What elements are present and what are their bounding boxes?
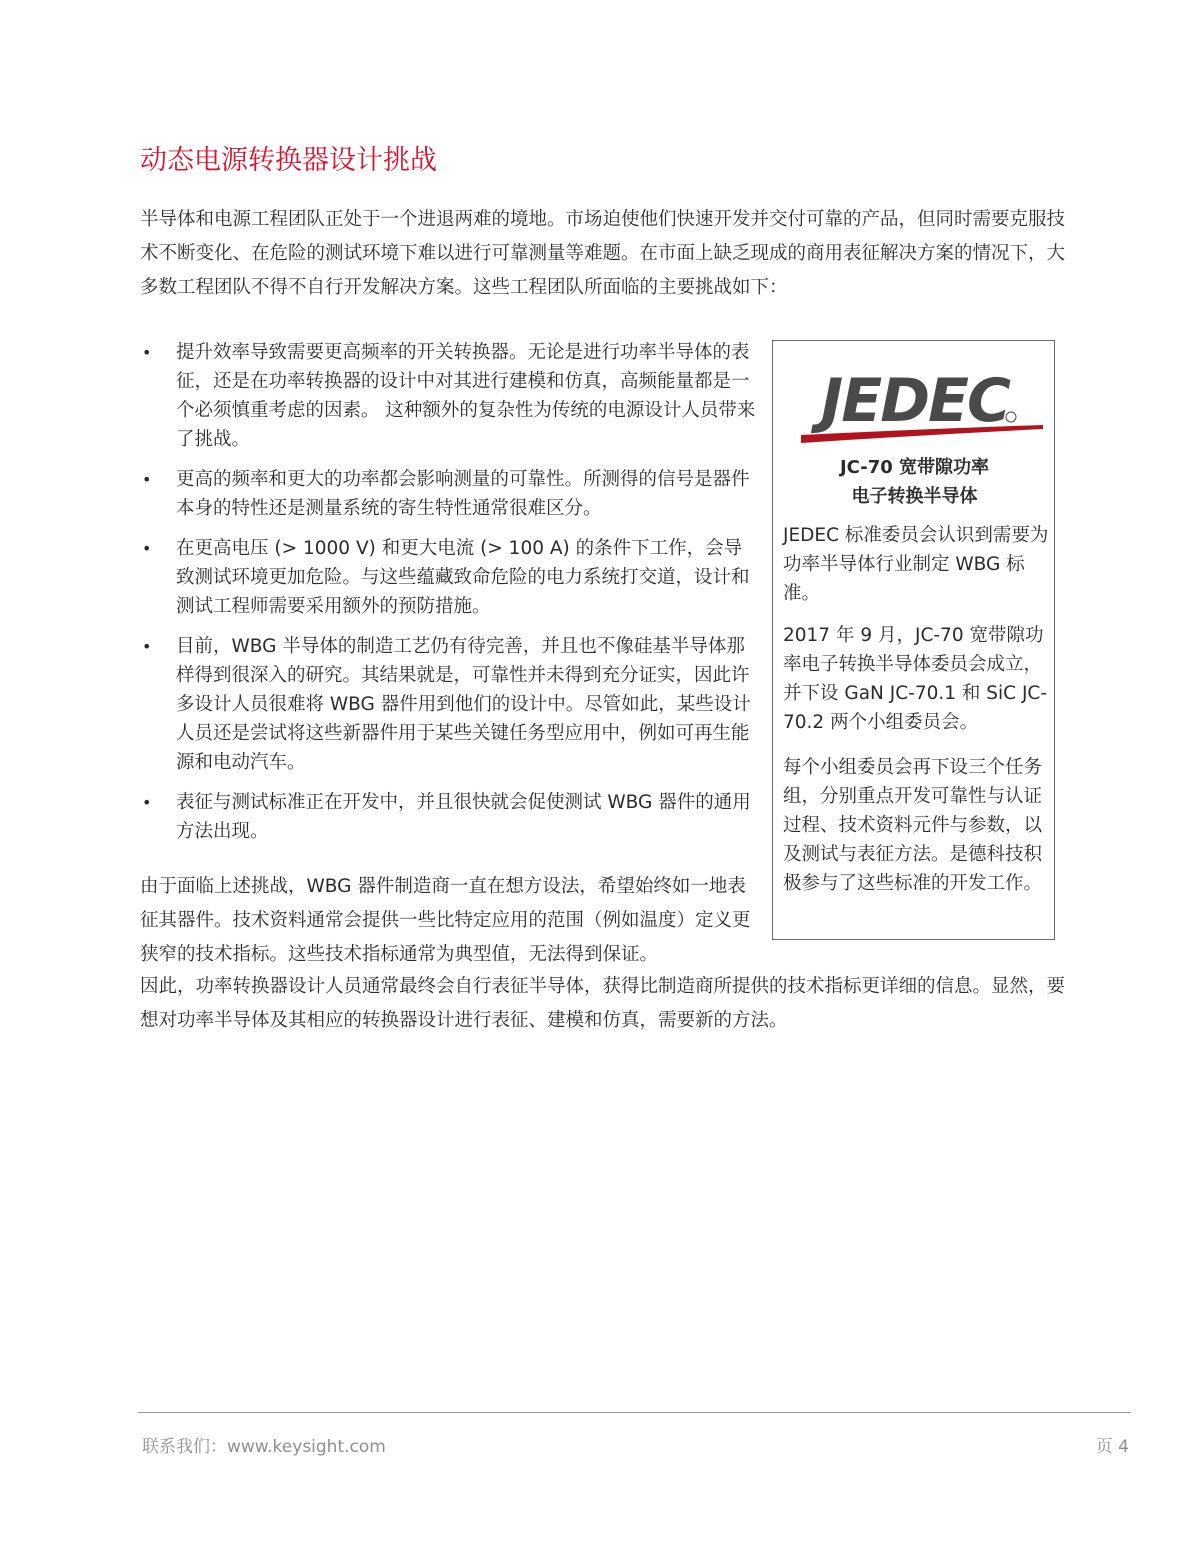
bullet-icon: • [142, 637, 152, 656]
list-item-text: 目前，WBG 半导体的制造工艺仍有待完善，并且也不像硅基半导体那样得到很深入的研究。其结果就是，可靠性并未得到充分证实，因此许多设计人员很难将 WBG 器件用到他们的设计中。尽管如此，某些设计人员还是尝试将这些新器件用于某些关键任务型应用中，例如可再生能源和电动汽车。 [176, 636, 751, 773]
jedec-sidebar [772, 340, 1055, 940]
list-item-text: 表征与测试标准正在开发中，并且很快就会促使测试 WBG 器件的通用方法出现。 [176, 792, 751, 842]
closing-paragraph-part2: 因此，功率转换器设计人员通常最终会自行表征半导体，获得比制造商所提供的技术指标更详细的信息。显然，要想对功率半导体及其相应的转换器设计进行表征、建模和仿真，需要新的方法。 [140, 976, 1066, 1031]
page-title: 动态电源转换器设计挑战 [140, 145, 437, 176]
bullet-icon: • [142, 343, 152, 362]
jedec-logo [793, 359, 1043, 449]
list-item [140, 534, 760, 621]
sidebar-paragraph-1: JEDEC 标准委员会认识到需要为功率半导体行业制定 WBG 标准。 [783, 525, 1049, 604]
list-item-text: 更高的频率和更大的功率都会影响测量的可靠性。所测得的信号是器件本身的特性还是测量系统的寄生特性通常很难区分。 [176, 469, 750, 519]
list-item [140, 338, 760, 454]
jedec-logo-text: JEDEC [820, 366, 1010, 436]
list-item [140, 632, 760, 777]
challenge-list [140, 338, 760, 857]
page-number: 页 4 [1095, 1437, 1129, 1457]
sidebar-paragraph-3: 每个小组委员会再下设三个任务组，分别重点开发可靠性与认证过程、技术资料元件与参数，以及测试与表征方法。是德科技积极参与了这些标准的开发工作。 [783, 757, 1043, 894]
bullet-icon: • [142, 539, 152, 558]
sidebar-heading [773, 453, 1056, 511]
footer-contact: 联系我们：www.keysight.com [142, 1437, 386, 1457]
closing-paragraph-part1: 由于面临上述挑战，WBG 器件制造商一直在想方设法，希望始终如一地表征其器件。技术资料通常会提供一些比特定应用的范围（例如温度）定义更狭窄的技术指标。这些技术指标通常为典型值，无法得到保证。 [140, 876, 751, 965]
list-item-text: 提升效率导致需要更高频率的开关转换器。无论是进行功率半导体的表征，还是在功率转换器的设计中对其进行建模和仿真，高频能量都是一个必须慎重考虑的因素。 这种额外的复杂性为传统的电源设计人员带来了挑战。 [176, 342, 756, 450]
list-item [140, 465, 760, 523]
list-item-text: 在更高电压 (> 1000 V) 和更大电流 (> 100 A) 的条件下工作，会导致测试环境更加危险。与这些蕴藏致命危险的电力系统打交道，设计和测试工程师需要采用额外的预防措施。 [176, 538, 750, 617]
sidebar-heading-line2: 电子转换半导体 [851, 486, 978, 507]
list-item [140, 788, 760, 846]
intro-paragraph: 半导体和电源工程团队正处于一个进退两难的境地。市场迫使他们快速开发并交付可靠的产品，但同时需要克服技术不断变化、在危险的测试环境下难以进行可靠测量等难题。在市面上缺乏现成的商用表征解决方案的情况下，大多数工程团队不得不自行开发解决方案。这些工程团队所面临的主要挑战如下： [140, 209, 1066, 298]
bullet-icon: • [142, 793, 152, 812]
sidebar-heading-line1: JC-70 宽带隙功率 [839, 457, 990, 478]
bullet-icon: • [142, 470, 152, 489]
sidebar-paragraph-2: 2017 年 9 月，JC-70 宽带隙功率电子转换半导体委员会成立，并下设 GaN JC-70.1 和 SiC JC-70.2 两个小组委员会。 [783, 625, 1048, 733]
footer-divider [138, 1412, 1131, 1413]
